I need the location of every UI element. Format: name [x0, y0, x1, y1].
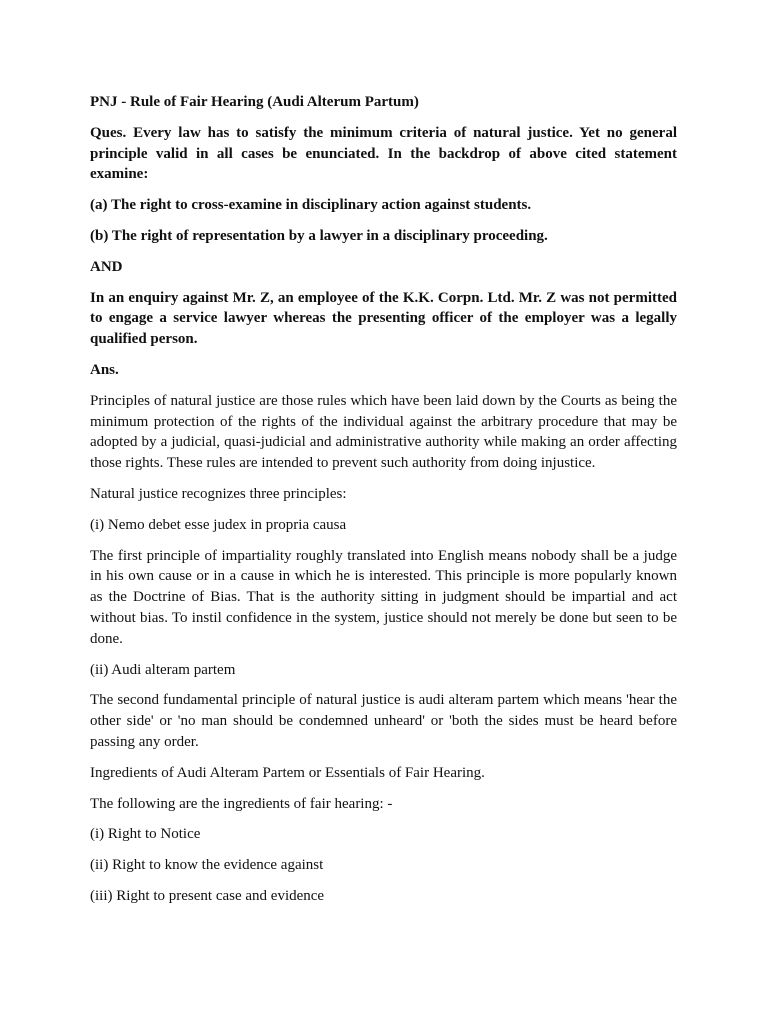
question-part-b: (b) The right of representation by a lawyer in a disciplinary proceeding.	[90, 227, 548, 244]
document-title: PNJ - Rule of Fair Hearing (Audi Alterum Partum)	[90, 94, 419, 110]
question-part-a: (a) The right to cross-examine in disciplinary action against students.	[90, 197, 532, 214]
ingredient-item: (ii) Right to know the evidence against	[90, 857, 324, 874]
ingredients-heading: Ingredients of Audi Alteram Partem or Essentials of Fair Hearing.	[90, 764, 485, 781]
principle-2-text: The second fundamental principle of natural justice is audi alteram partem which means 'hear the other side' or 'no man should be condemned unheard' or 'both the sides must be heard before passing any order.	[90, 692, 677, 750]
principle-1-heading: (i) Nemo debet esse judex in propria causa	[90, 516, 347, 533]
ingredients-intro: The following are the ingredients of fair hearing: -	[90, 795, 393, 812]
ingredient-item: (iii) Right to present case and evidence	[90, 887, 325, 904]
principle-1-text: The first principle of impartiality roughly translated into English means nobody shall be a judge in his own cause or in a cause in which he is interested. This principle is more popularly known as the Doctrine of Bias. That is the authority sitting in judgment should be impartial and act without bias. To instil confidence in the system, justice should not merely be done but seen to be done.	[90, 547, 677, 647]
three-principles-line: Natural justice recognizes three principles:	[90, 485, 347, 502]
answer-label: Ans.	[90, 361, 119, 378]
scenario-text: In an enquiry against Mr. Z, an employee of the K.K. Corpn. Ltd. Mr. Z was not permitted to engage a service lawyer whereas the presenting officer of the employer was a legally qualified person.	[90, 289, 677, 348]
ingredient-item: (i) Right to Notice	[90, 826, 201, 843]
question-text: Ques. Every law has to satisfy the minimum criteria of natural justice. Yet no general principle valid in all cases be enunciated. In the backdrop of above cited statement examine:	[90, 124, 677, 183]
document-page	[90, 92, 677, 917]
intro-paragraph: Principles of natural justice are those rules which have been laid down by the Courts as being the minimum protection of the rights of the individual against the arbitrary procedure that may be adopted by a judicial, quasi-judicial and administrative authority while making an order affecting those rights. These rules are intended to prevent such authority from doing injustice.	[90, 392, 677, 472]
principle-2-heading: (ii) Audi alteram partem	[90, 661, 236, 678]
and-label: AND	[90, 258, 123, 275]
